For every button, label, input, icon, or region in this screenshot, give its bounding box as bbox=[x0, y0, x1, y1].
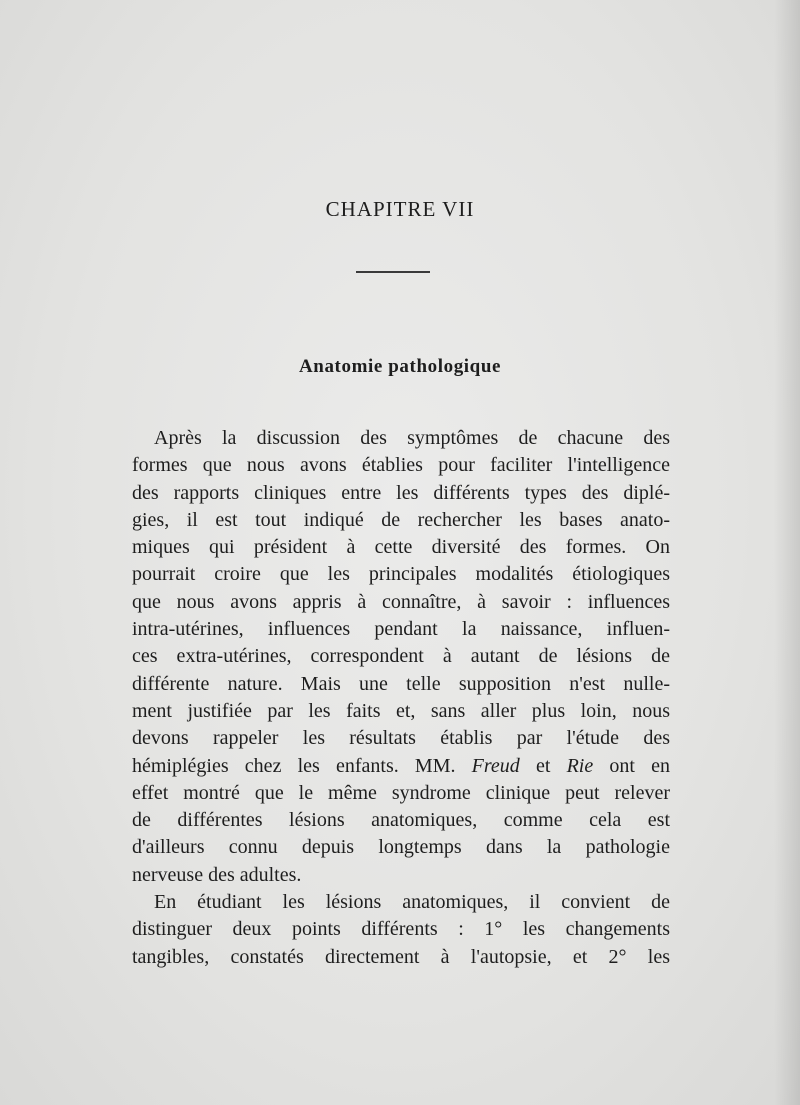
author-name-freud: Freud bbox=[471, 754, 520, 777]
paragraph-line: de différentes lésions anatomiques, comme cela est bbox=[132, 809, 670, 832]
paragraph-line: formes que nous avons établies pour faciliter l'intelligence bbox=[132, 454, 670, 477]
paragraph-line: En étudiant les lésions anatomiques, il convient de bbox=[154, 891, 670, 914]
paragraph-line: devons rappeler les résultats établis par l'étude des bbox=[132, 727, 670, 750]
paragraph-line: gies, il est tout indiqué de rechercher les bases anato- bbox=[132, 508, 670, 531]
chapter-heading: CHAPITRE VII bbox=[325, 197, 475, 221]
body-text bbox=[132, 425, 670, 971]
chapter-divider-rule bbox=[356, 271, 430, 273]
line-segment: ont en bbox=[609, 754, 671, 777]
line-segment: hémiplégies chez les enfants. MM. bbox=[132, 754, 456, 777]
paragraph-line: nerveuse des adultes. bbox=[132, 863, 302, 886]
line-segment: et bbox=[535, 754, 551, 777]
paragraph-line: miques qui président à cette diversité des formes. On bbox=[132, 536, 670, 559]
author-name-rie: Rie bbox=[566, 754, 594, 777]
paragraph-line: tangibles, constatés directement à l'autopsie, et 2° les bbox=[132, 945, 670, 968]
paragraph-line: des rapports cliniques entre les différents types des diplé- bbox=[132, 481, 670, 504]
paragraph-line: d'ailleurs connu depuis longtemps dans la pathologie bbox=[132, 836, 670, 859]
paragraph-line: ces extra-utérines, correspondent à autant de lésions de bbox=[132, 645, 670, 668]
paragraph-line: intra-utérines, influences pendant la naissance, influen- bbox=[132, 618, 670, 641]
paragraph-line: que nous avons appris à connaître, à savoir : influences bbox=[132, 590, 670, 613]
paragraph-line bbox=[132, 753, 670, 780]
page-edge-shadow bbox=[774, 0, 800, 1105]
paragraph-line: différente nature. Mais une telle supposition n'est nulle- bbox=[132, 672, 670, 695]
paragraph-line: pourrait croire que les principales modalités étiologiques bbox=[132, 563, 670, 586]
paragraph-line: Après la discussion des symptômes de chacune des bbox=[154, 427, 670, 449]
section-title: Anatomie pathologique bbox=[298, 356, 502, 377]
paragraph-line: ment justifiée par les faits et, sans aller plus loin, nous bbox=[132, 699, 670, 722]
paragraph-line: distinguer deux points différents : 1° les changements bbox=[132, 918, 670, 941]
paragraph-line: effet montré que le même syndrome clinique peut relever bbox=[132, 781, 670, 804]
